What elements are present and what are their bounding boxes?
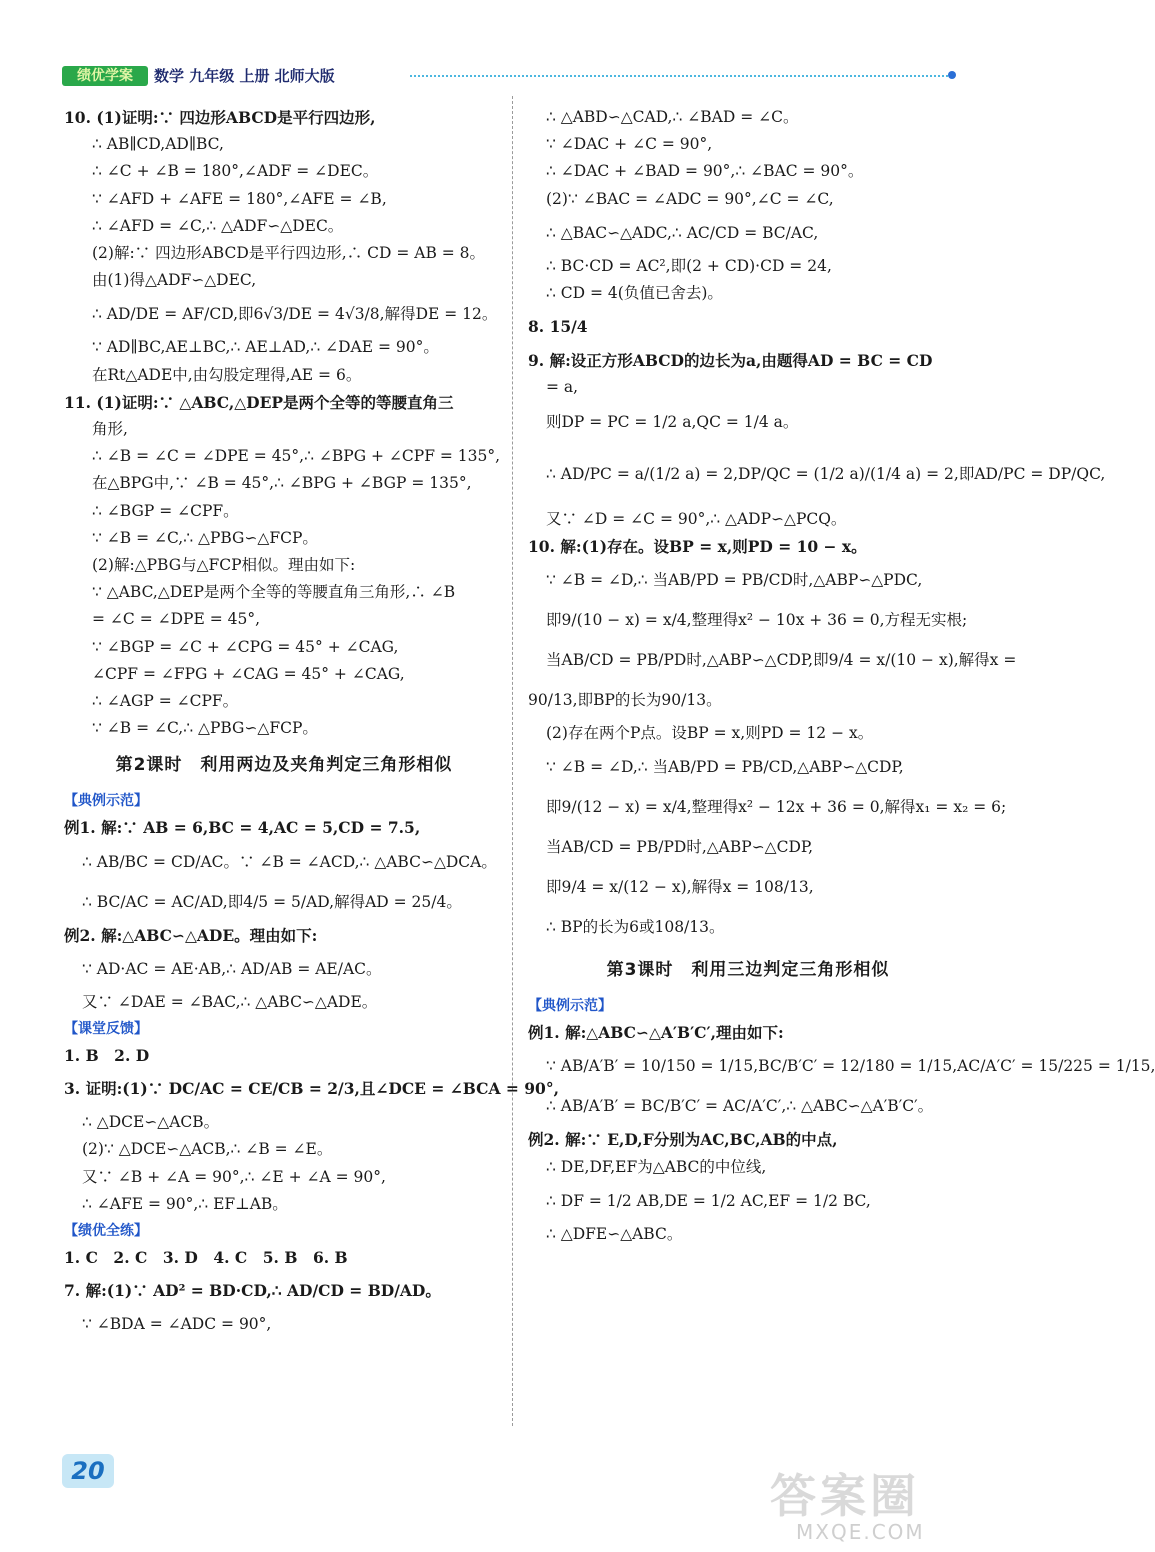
formula-line: ∴ AD/DE = AF/CD,即6√3/DE = 4√3/8,解得DE = 12。 [92, 305, 498, 324]
column-divider [512, 96, 513, 1426]
formula-line: ∴ AB/BC = CD/AC。∵ ∠B = ∠ACD,∴ △ABC∽△DCA。 [82, 852, 497, 871]
header-dotted-rule [410, 75, 948, 77]
text-line: ∴ ∠BGP = ∠CPF。 [92, 501, 239, 520]
text-line: ∵ ∠B = ∠C,∴ △PBG∽△FCP。 [92, 719, 318, 738]
problem-8: 8. 15/4 [528, 317, 588, 337]
text-line: = a, [546, 378, 579, 397]
text-line: (2)解:△PBG与△FCP相似。理由如下: [92, 556, 356, 575]
formula-line: ∴ BC/AC = AC/AD,即4/5 = 5/AD,解得AD = 25/4。 [82, 892, 462, 911]
formula-line: 当AB/CD = PB/PD时,△ABP∽△CDP,即9/4 = x/(10 − x),解得x = [546, 651, 1017, 670]
text-line: 角形, [92, 420, 128, 439]
example-1: 例1. 解:∵ AB = 6,BC = 4,AC = 5,CD = 7.5, [64, 818, 421, 838]
text-line: ∵ △ABC,△DEP是两个全等的等腰直角三角形,∴ ∠B [92, 583, 456, 602]
page-header [62, 66, 962, 88]
text-line: ∴ ∠AGP = ∠CPF。 [92, 692, 239, 711]
text-line: ∴ ∠AFE = 90°,∴ EF⊥AB。 [82, 1194, 288, 1213]
section-tag: 【典例示范】 [528, 998, 612, 1015]
text-line: ∵ AD∥BC,AE⊥BC,∴ AE⊥AD,∴ ∠DAE = 90°。 [92, 338, 439, 357]
text-line: ∵ ∠B = ∠C,∴ △PBG∽△FCP。 [92, 528, 318, 547]
answers-line: 1. B 2. D [64, 1046, 150, 1066]
text-line: ∵ ∠BGP = ∠C + ∠CPG = 45° + ∠CAG, [92, 637, 399, 656]
formula-line: 即9/(12 − x) = x/4,整理得x² − 12x + 36 = 0,解得x₁ = x₂ = 6; [546, 798, 1007, 817]
text-line: ∴ DE,DF,EF为△ABC的中位线, [546, 1157, 767, 1176]
text-line: ∴ ∠DAC + ∠BAD = 90°,∴ ∠BAC = 90°。 [546, 162, 864, 181]
formula-line: ∴ DF = 1/2 AB,DE = 1/2 AC,EF = 1/2 BC, [546, 1191, 871, 1210]
formula-line: ∵ AB/A′B′ = 10/150 = 1/15,BC/B′C′ = 12/180 = 1/15,AC/A′C′ = 15/225 = 1/15, [546, 1057, 1155, 1076]
text-line: ∴ ∠B = ∠C = ∠DPE = 45°,∴ ∠BPG + ∠CPF = 135°, [92, 447, 501, 466]
header-title: 数学 九年级 上册 北师大版 [154, 67, 335, 85]
text-line: (2)存在两个P点。设BP = x,则PD = 12 − x。 [546, 724, 874, 743]
formula-line: 即9/(10 − x) = x/4,整理得x² − 10x + 36 = 0,方程无实根; [546, 611, 968, 630]
text-line: ∴ △DCE∽△ACB。 [82, 1113, 220, 1132]
problem-9: 9. 解:设正方形ABCD的边长为a,由题得AD = BC = CD [528, 351, 933, 371]
example-2: 例2. 解:△ABC∽△ADE。理由如下: [64, 925, 318, 945]
problem-3: 3. 证明:(1)∵ DC/AC = CE/CB = 2/3,且∠DCE = ∠BCA = 90°, [64, 1079, 559, 1099]
section-title: 第2课时 利用两边及夹角判定三角形相似 [115, 755, 453, 776]
watermark-url: MXQE.COM [796, 1520, 925, 1544]
section-title: 第3课时 利用三边判定三角形相似 [606, 960, 890, 981]
formula-line: 当AB/CD = PB/PD时,△ABP∽△CDP, [546, 838, 814, 857]
text-line: ∴ CD = 4(负值已舍去)。 [546, 284, 723, 303]
right-column [528, 104, 1155, 1248]
example-1-right: 例1. 解:△ABC∽△A′B′C′,理由如下: [528, 1023, 784, 1043]
header-dot [948, 71, 956, 79]
section-tag: 【绩优全练】 [64, 1223, 148, 1240]
text-line: (2)解:∵ 四边形ABCD是平行四边形,∴ CD = AB = 8。 [92, 244, 486, 263]
problem-11: 11. (1)证明:∵ △ABC,△DEP是两个全等的等腰直角三 [64, 392, 454, 412]
text-line: (2)∵ △DCE∽△ACB,∴ ∠B = ∠E。 [82, 1140, 333, 1159]
text-line: ∵ ∠BDA = ∠ADC = 90°, [82, 1315, 272, 1334]
text-line: ∴ △ABD∽△CAD,∴ ∠BAD = ∠C。 [546, 108, 799, 126]
formula-line: ∴ BP的长为6或108/13。 [546, 918, 725, 937]
text-line: ∵ ∠DAC + ∠C = 90°, [546, 135, 713, 154]
text-line: ∴ △DFE∽△ABC。 [546, 1224, 683, 1243]
formula-line: ∴ △BAC∽△ADC,∴ AC/CD = BC/AC, [546, 223, 819, 242]
problem-7: 7. 解:(1)∵ AD² = BD·CD,∴ AD/CD = BD/AD。 [64, 1281, 441, 1301]
text-line: (2)∵ ∠BAC = ∠ADC = 90°,∠C = ∠C, [546, 189, 834, 208]
problem-10-right: 10. 解:(1)存在。设BP = x,则PD = 10 − x。 [528, 536, 867, 556]
text-line: ∴ AB∥CD,AD∥BC, [92, 135, 224, 154]
text-line: 由(1)得△ADF∽△DEC, [92, 271, 257, 290]
problem-10: 10. (1)证明:∵ 四边形ABCD是平行四边形, [64, 108, 376, 127]
text-line: ∴ ∠AFD = ∠C,∴ △ADF∽△DEC。 [92, 216, 344, 235]
text-line: ∵ ∠AFD + ∠AFE = 180°,∠AFE = ∠B, [92, 189, 387, 208]
text-line: 在△BPG中,∵ ∠B = 45°,∴ ∠BPG + ∠BGP = 135°, [92, 474, 472, 493]
formula-line: ∵ AD·AC = AE·AB,∴ AD/AB = AE/AC。 [82, 959, 382, 978]
page-number: 20 [62, 1454, 114, 1488]
section-tag: 【课堂反馈】 [64, 1021, 148, 1038]
answers-line: 1. C 2. C 3. D 4. C 5. B 6. B [64, 1248, 348, 1268]
text-line: 又∵ ∠DAE = ∠BAC,∴ △ABC∽△ADE。 [82, 992, 378, 1011]
text-line: 又∵ ∠D = ∠C = 90°,∴ △ADP∽△PCQ。 [546, 509, 847, 528]
text-line: 在Rt△ADE中,由勾股定理得,AE = 6。 [92, 365, 362, 384]
formula-line: ∴ AD/PC = a/(1/2 a) = 2,DP/QC = (1/2 a)/(1/4 a) = 2,即AD/PC = DP/QC, [546, 464, 1106, 483]
text-line: ∠CPF = ∠FPG + ∠CAG = 45° + ∠CAG, [92, 664, 405, 683]
formula-line: ∵ ∠B = ∠D,∴ 当AB/PD = PB/CD,△ABP∽△CDP, [546, 758, 904, 777]
formula-line: 90/13,即BP的长为90/13。 [528, 691, 722, 710]
formula-line: 则DP = PC = 1/2 a,QC = 1/4 a。 [546, 412, 799, 431]
text-line: = ∠C = ∠DPE = 45°, [92, 610, 261, 629]
formula-line: ∵ ∠B = ∠D,∴ 当AB/PD = PB/CD时,△ABP∽△PDC, [546, 571, 923, 590]
example-2-right: 例2. 解:∵ E,D,F分别为AC,BC,AB的中点, [528, 1130, 838, 1150]
section-tag: 【典例示范】 [64, 793, 148, 810]
text-line: ∴ ∠C + ∠B = 180°,∠ADF = ∠DEC。 [92, 162, 379, 181]
formula-line: 即9/4 = x/(12 − x),解得x = 108/13, [546, 878, 814, 897]
text-line: 又∵ ∠B + ∠A = 90°,∴ ∠E + ∠A = 90°, [82, 1167, 386, 1186]
watermark-logo: 答案圈 [770, 1469, 920, 1523]
formula-line: ∴ AB/A′B′ = BC/B′C′ = AC/A′C′,∴ △ABC∽△A′B′C′。 [546, 1097, 934, 1116]
brand-logo: 绩优学案 [62, 66, 148, 86]
text-line: ∴ BC·CD = AC²,即(2 + CD)·CD = 24, [546, 256, 832, 275]
